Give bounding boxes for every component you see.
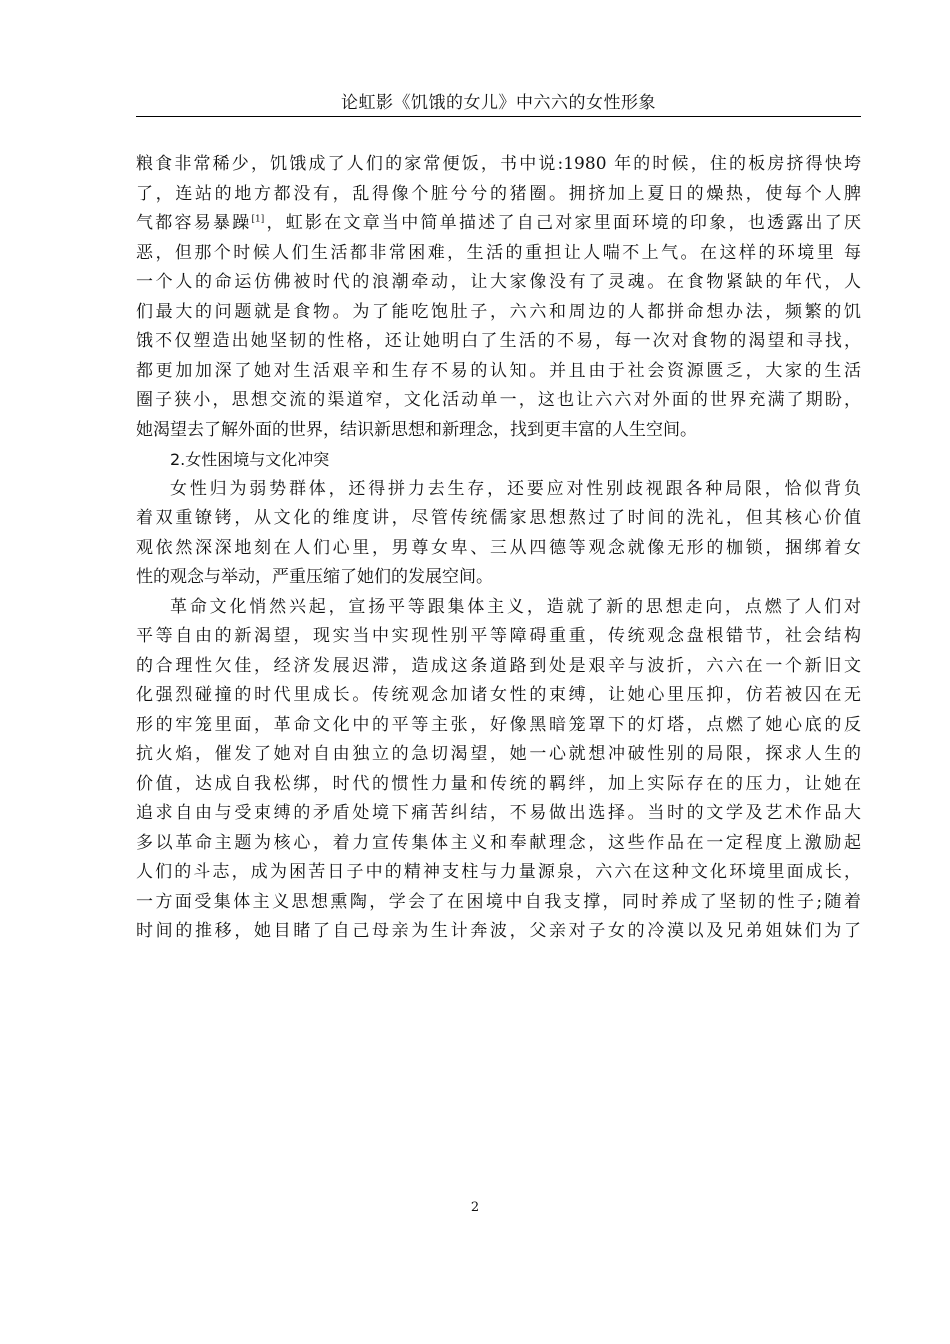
text-line: 一方面受集体主义思想熏陶，学会了在困境中自我支撑，同时养成了坚韧的性子;随着 <box>136 891 861 912</box>
text-line: 追求自由与受束缚的矛盾处境下痛苦纠结，不易做出选择。当时的文学及艺术作品大 <box>136 803 861 823</box>
text-line: 女性归为弱势群体，还得拼力去生存，还要应对性别歧视跟各种局限，恰似背负 <box>170 478 861 499</box>
text-line: 圈子狭小，思想交流的渠道窄，文化活动单一，这也让六六对外面的世界充满了期盼， <box>136 390 861 410</box>
text-line: 饿不仅塑造出她坚韧的性格，还让她明白了生活的不易，每一次对食物的渴望和寻找， <box>136 331 861 351</box>
text-line: 化强烈碰撞的时代里成长。传统观念加诸女性的束缚，让她心里压抑，仿若被囚在无 <box>136 685 861 705</box>
text-line: 多以革命主题为核心，着力宣传集体主义和奉献理念，这些作品在一定程度上激励起 <box>136 832 861 853</box>
running-title: 论虹影《饥饿的女儿》中六六的女性形象 <box>341 93 656 113</box>
text-line: 恶，但那个时候人们生活都非常困难，生活的重担让人喘不上气。在这样的环境里 每 <box>136 242 861 263</box>
text-line: 观依然深深地刻在人们心里，男尊女卑、三从四德等观念就像无形的枷锁，捆绑着女 <box>136 537 861 558</box>
text-line: 都更加加深了她对生活艰辛和生存不易的认知。并且由于社会资源匮乏，大家的生活 <box>136 360 861 381</box>
text-line: 人们的斗志，成为困苦日子中的精神支柱与力量源泉，六六在这种文化环境里面成长， <box>136 862 861 882</box>
text-line: 价值，达成自我松绑，时代的惯性力量和传统的羁绊，加上实际存在的压力，让她在 <box>136 773 861 794</box>
text-line: 粮食非常稀少，饥饿成了人们的家常便饭，书中说:1980 年的时候，住的板房挤得快垮 <box>136 154 861 174</box>
document-body <box>136 150 861 947</box>
text-line: 的合理性欠佳，经济发展迟滞，造成这条道路到处是艰辛与波折，六六在一个新旧文 <box>136 655 861 676</box>
paragraph-1 <box>136 150 861 445</box>
text-line: 性的观念与举动，严重压缩了她们的发展空间。 <box>136 567 493 587</box>
text-line: 形的牢笼里面，革命文化中的平等主张，好像黑暗笼罩下的灯塔，点燃了她心底的反 <box>136 714 861 735</box>
text-line: 着双重镣铐，从文化的维度讲，尽管传统儒家思想熬过了时间的洗礼，但其核心价值 <box>136 508 861 528</box>
paragraph-2 <box>136 475 861 593</box>
page-number: 2 <box>470 1200 480 1215</box>
text-line <box>136 209 861 239</box>
paragraph-3 <box>136 593 861 947</box>
page-header <box>136 92 861 117</box>
text-line: 了，连站的地方都没有，乱得像个脏兮兮的猪圈。拥挤加上夏日的燥热，使每个人脾 <box>136 183 861 204</box>
text-line: 一个人的命运仿佛被时代的浪潮牵动，让大家像没有了灵魂。在食物紧缺的年代，人 <box>136 272 861 292</box>
text-line: 时间的推移，她目睹了自己母亲为生计奔波，父亲对子女的冷漠以及兄弟姐妹们为了 <box>136 921 861 941</box>
text-line: 们最大的问题就是食物。为了能吃饱肚子，六六和周边的人都拼命想办法，频繁的饥 <box>136 301 861 322</box>
text-line: 抗火焰，催发了她对自由独立的急切渴望，她一心就想冲破性别的局限，探求人生的 <box>136 744 861 764</box>
text-segment: 气都容易暴躁 <box>136 213 252 233</box>
text-line: 革命文化悄然兴起，宣扬平等跟集体主义，造就了新的思想走向，点燃了人们对 <box>170 596 861 617</box>
text-line: 平等自由的新渴望，现实当中实现性别平等障碍重重，传统观念盘根错节，社会结构 <box>136 626 861 646</box>
citation-ref[interactable]: [1] <box>251 214 265 225</box>
text-line: 她渴望去了解外面的世界，结识新思想和新理念，找到更丰富的人生空间。 <box>136 419 697 440</box>
text-segment: ，虹影在文章当中简单描述了自己对家里面环境的印象，也透露出了厌 <box>264 213 861 233</box>
section-heading: 2.女性困境与文化冲突 <box>170 450 330 469</box>
